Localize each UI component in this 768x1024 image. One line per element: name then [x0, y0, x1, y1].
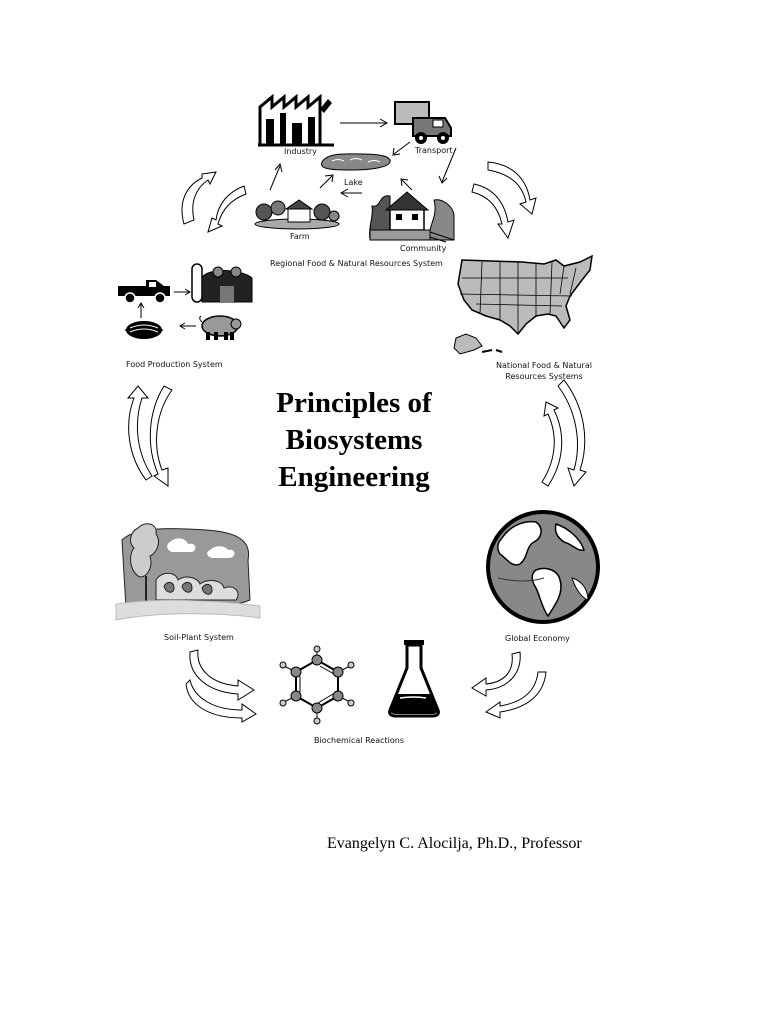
regional-system-label: Regional Food & Natural Resources System [270, 259, 443, 268]
cycle-arrow-icon [186, 648, 258, 724]
benzene-molecule-icon [274, 646, 360, 726]
grain-icon [122, 316, 166, 342]
global-economy-label: Global Economy [505, 634, 570, 643]
factory-icon [258, 95, 334, 147]
food-production-label: Food Production System [126, 360, 223, 369]
cycle-arrow-icon [470, 650, 550, 724]
pickup-truck-icon [116, 274, 172, 304]
soil-plant-label: Soil-Plant System [164, 633, 234, 642]
author-name: Evangelyn C. Alocilja, Ph.D., Professor [327, 835, 582, 852]
cycle-arrow-icon [118, 382, 180, 492]
title-line-1: Principles of [276, 387, 432, 419]
transport-label: Transport [415, 146, 453, 155]
house-icon [368, 186, 456, 242]
title-line-3: Engineering [278, 461, 430, 493]
cycle-arrow-icon [470, 160, 540, 244]
usa-map-icon [452, 254, 596, 364]
globe-icon [484, 508, 602, 626]
book-title [214, 385, 494, 496]
farm-label: Farm [290, 232, 310, 241]
farm-icon [254, 198, 340, 230]
barn-icon [190, 262, 258, 304]
flask-icon [386, 638, 442, 718]
biochemical-label: Biochemical Reactions [314, 736, 404, 745]
title-line-2: Biosystems [285, 424, 423, 456]
flow-arrow [340, 118, 390, 128]
pig-icon [198, 310, 242, 342]
industry-label: Industry [284, 147, 317, 156]
landscape-icon [116, 520, 260, 628]
truck-icon [393, 100, 455, 146]
flow-arrow [178, 322, 196, 330]
community-label: Community [400, 244, 447, 253]
cycle-arrow-icon [172, 168, 252, 238]
national-label-line2: Resources Systems [505, 372, 583, 381]
cycle-arrow-icon [534, 378, 600, 494]
national-label-line1: National Food & Natural [496, 361, 592, 370]
lake-label: Lake [344, 178, 363, 187]
